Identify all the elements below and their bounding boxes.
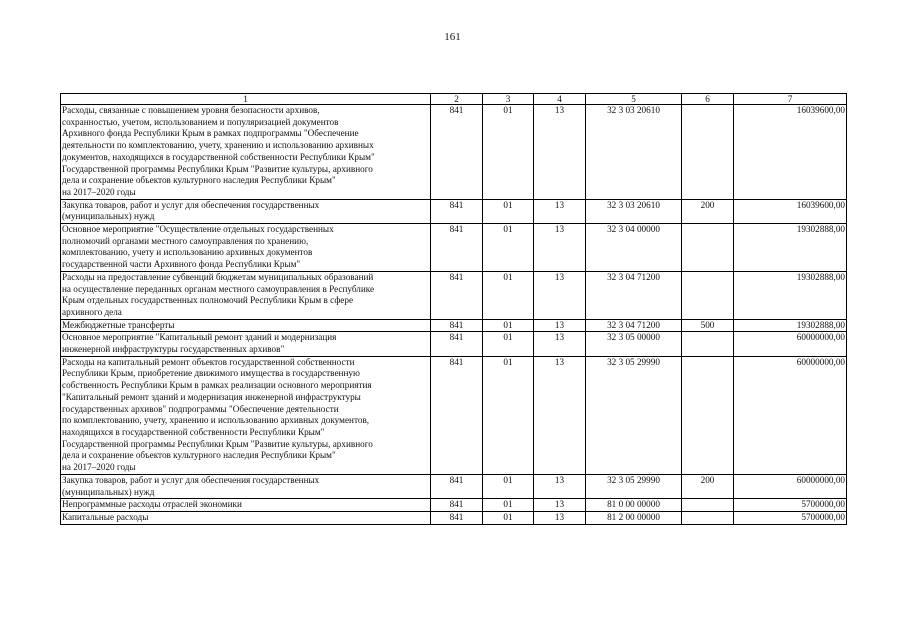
expense-type-code bbox=[682, 511, 734, 524]
column-header-2: 2 bbox=[431, 94, 483, 105]
grbs-code: 841 bbox=[431, 105, 483, 200]
target-article-code: 32 3 05 29990 bbox=[586, 474, 682, 498]
section-code: 01 bbox=[483, 199, 534, 223]
column-header-1: 1 bbox=[61, 94, 431, 105]
expense-name: Межбюджетные трансферты bbox=[61, 319, 431, 332]
table-row bbox=[61, 319, 847, 332]
expense-name: Закупка товаров, работ и услуг для обеспечения государственных (муниципальных) нужд bbox=[61, 474, 431, 498]
subsection-code: 13 bbox=[534, 271, 586, 319]
amount: 19302888,00 bbox=[734, 319, 847, 332]
grbs-code: 841 bbox=[431, 224, 483, 272]
subsection-code: 13 bbox=[534, 199, 586, 223]
expense-type-code bbox=[682, 224, 734, 272]
column-header-5: 5 bbox=[586, 94, 682, 105]
amount: 5700000,00 bbox=[734, 511, 847, 524]
expense-name: Непрограммные расходы отраслей экономики bbox=[61, 499, 431, 512]
expense-type-code bbox=[682, 271, 734, 319]
table-row bbox=[61, 105, 847, 200]
subsection-code: 13 bbox=[534, 511, 586, 524]
grbs-code: 841 bbox=[431, 474, 483, 498]
grbs-code: 841 bbox=[431, 271, 483, 319]
expense-type-code: 200 bbox=[682, 199, 734, 223]
subsection-code: 13 bbox=[534, 105, 586, 200]
budget-table bbox=[60, 93, 847, 525]
grbs-code: 841 bbox=[431, 499, 483, 512]
expense-name: Закупка товаров, работ и услуг для обеспечения государственных (муниципальных) нужд bbox=[61, 199, 431, 223]
section-code: 01 bbox=[483, 511, 534, 524]
expense-type-code bbox=[682, 332, 734, 356]
amount: 16039600,00 bbox=[734, 199, 847, 223]
target-article-code: 32 3 03 20610 bbox=[586, 105, 682, 200]
section-code: 01 bbox=[483, 224, 534, 272]
grbs-code: 841 bbox=[431, 319, 483, 332]
expense-name: Расходы, связанные с повышением уровня безопасности архивов, сохранностью, учетом, использованием и популяризацией документов Архивного фонда Республики Крым в рамках подпрограммы "Обеспечение деятельности по комплектованию, учету, хранению и использованию архивных документов, находящихся в государственной собственности Республики Крым" Государственной программы Республики Крым "Развитие культуры, архивного дела и сохранение объектов культурного наследия Республики Крым" на 2017–2020 годы bbox=[61, 105, 431, 200]
table-body bbox=[61, 105, 847, 525]
table-row bbox=[61, 332, 847, 356]
column-header-7: 7 bbox=[734, 94, 847, 105]
section-code: 01 bbox=[483, 356, 534, 474]
expense-type-code bbox=[682, 105, 734, 200]
target-article-code: 81 0 00 00000 bbox=[586, 499, 682, 512]
table-header-row bbox=[61, 94, 847, 105]
amount: 60000000,00 bbox=[734, 356, 847, 474]
table-row bbox=[61, 511, 847, 524]
subsection-code: 13 bbox=[534, 356, 586, 474]
grbs-code: 841 bbox=[431, 511, 483, 524]
grbs-code: 841 bbox=[431, 356, 483, 474]
column-header-4: 4 bbox=[534, 94, 586, 105]
target-article-code: 32 3 05 00000 bbox=[586, 332, 682, 356]
amount: 19302888,00 bbox=[734, 224, 847, 272]
expense-type-code bbox=[682, 356, 734, 474]
expense-name: Расходы на предоставление субвенций бюджетам муниципальных образований на осуществление переданных органам местного самоуправления в Республике Крым отдельных государственных полномочий Республики Крым в сфере архивного дела bbox=[61, 271, 431, 319]
table-row bbox=[61, 199, 847, 223]
expense-name: Основное мероприятие "Осуществление отдельных государственных полномочий органами местного самоуправления по хранению, комплектованию, учету и использованию архивных документов государственной части Архивного фонда Республики Крым" bbox=[61, 224, 431, 272]
grbs-code: 841 bbox=[431, 199, 483, 223]
expense-type-code bbox=[682, 499, 734, 512]
amount: 16039600,00 bbox=[734, 105, 847, 200]
amount: 19302888,00 bbox=[734, 271, 847, 319]
expense-type-code: 500 bbox=[682, 319, 734, 332]
expense-type-code: 200 bbox=[682, 474, 734, 498]
section-code: 01 bbox=[483, 332, 534, 356]
subsection-code: 13 bbox=[534, 224, 586, 272]
subsection-code: 13 bbox=[534, 332, 586, 356]
amount: 5700000,00 bbox=[734, 499, 847, 512]
target-article-code: 32 3 04 00000 bbox=[586, 224, 682, 272]
target-article-code: 32 3 05 29990 bbox=[586, 356, 682, 474]
table-row bbox=[61, 356, 847, 474]
column-header-6: 6 bbox=[682, 94, 734, 105]
subsection-code: 13 bbox=[534, 499, 586, 512]
table-row bbox=[61, 224, 847, 272]
target-article-code: 32 3 04 71200 bbox=[586, 271, 682, 319]
subsection-code: 13 bbox=[534, 319, 586, 332]
section-code: 01 bbox=[483, 319, 534, 332]
expense-name: Основное мероприятие "Капитальный ремонт зданий и модернизация инженерной инфраструктуры государственных архивов" bbox=[61, 332, 431, 356]
amount: 60000000,00 bbox=[734, 474, 847, 498]
target-article-code: 32 3 04 71200 bbox=[586, 319, 682, 332]
expense-name: Капитальные расходы bbox=[61, 511, 431, 524]
table-row bbox=[61, 499, 847, 512]
section-code: 01 bbox=[483, 474, 534, 498]
table-row bbox=[61, 474, 847, 498]
section-code: 01 bbox=[483, 271, 534, 319]
expense-name: Расходы на капитальный ремонт объектов государственной собственности Республики Крым, приобретение движимого имущества в государственную собственность Республики Крым в рамках реализации основного мероприятия "Капитальный ремонт зданий и модернизация инженерной инфраструктуры государственных архивов" подпрограммы "Обеспечение деятельности по комплектованию, учету, хранению и использованию архивных документов, находящихся в государственной собственности Республики Крым" Государственной программы Республики Крым "Развитие культуры, архивного дела и сохранение объектов культурного наследия Республики Крым" на 2017–2020 годы bbox=[61, 356, 431, 474]
subsection-code: 13 bbox=[534, 474, 586, 498]
grbs-code: 841 bbox=[431, 332, 483, 356]
target-article-code: 81 2 00 00000 bbox=[586, 511, 682, 524]
section-code: 01 bbox=[483, 105, 534, 200]
section-code: 01 bbox=[483, 499, 534, 512]
amount: 60000000,00 bbox=[734, 332, 847, 356]
page-number: 161 bbox=[444, 31, 461, 43]
column-header-3: 3 bbox=[483, 94, 534, 105]
table-row bbox=[61, 271, 847, 319]
target-article-code: 32 3 03 20610 bbox=[586, 199, 682, 223]
